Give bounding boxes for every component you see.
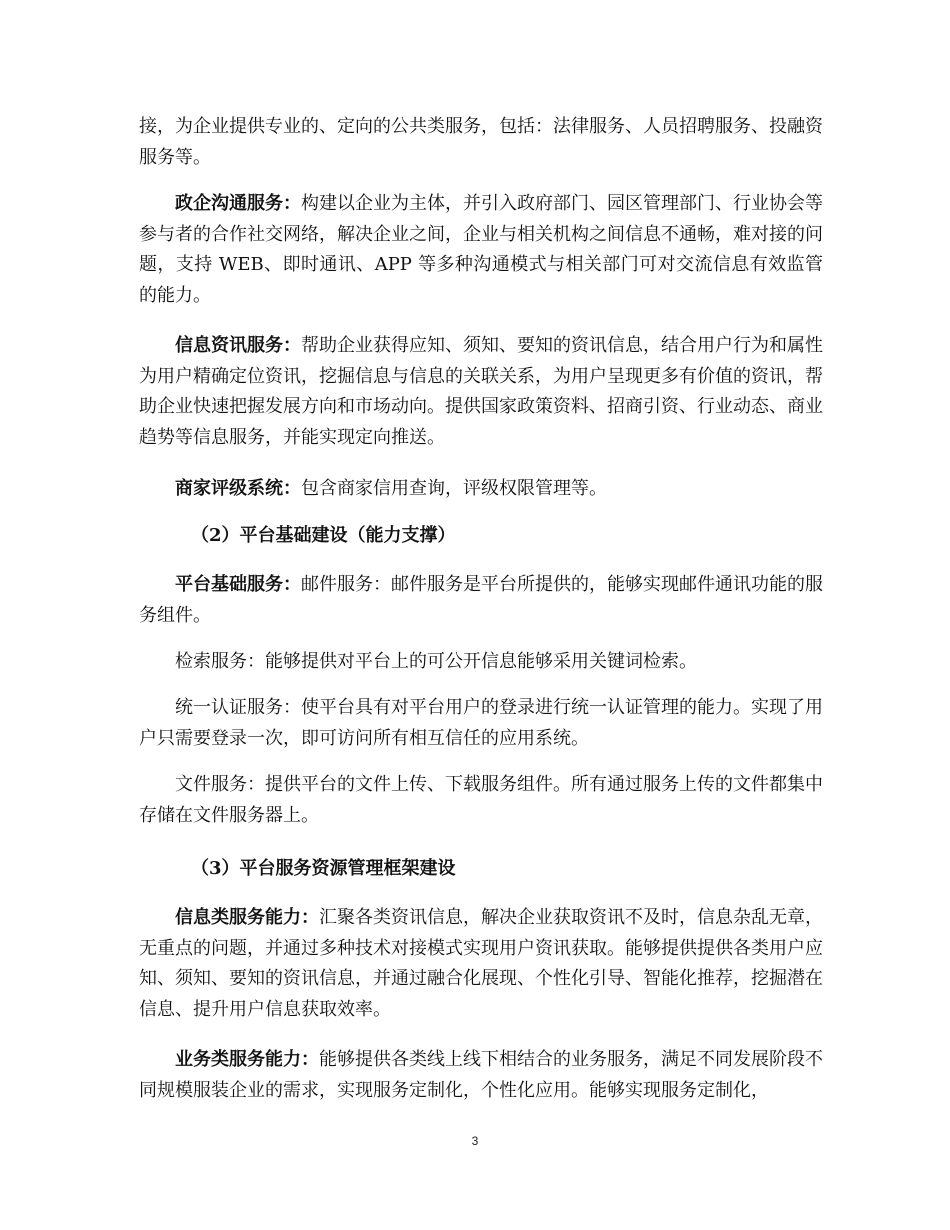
paragraph-business-capability <box>139 1045 823 1106</box>
paragraph-text: 汇聚各类资讯信息，解决企业获取资讯不及时，信息杂乱无章，无重点的问题，并通过多种技术对接模式实现用户资讯获取。能够提供提供各类用户应知、须知、要知的资讯信息，并通过融合化展现、个性化引导、智能化推荐，挖掘潜在信息、提升用户信息获取效率。 <box>139 907 823 1020</box>
paragraph-text: 帮助企业获得应知、须知、要知的资讯信息，结合用户行为和属性为用户精确定位资讯，挖掘信息与信息的关联关系，为用户呈现更多有价值的资讯，帮助企业快速把握发展方向和市场动向。提供国家政策资料、招商引资、行业动态、商业趋势等信息服务，并能实现定向推送。 <box>139 335 823 448</box>
paragraph-info-service <box>139 331 823 453</box>
term-label: 信息类服务能力： <box>175 907 319 928</box>
paragraph-search-service <box>139 647 823 678</box>
term-label: 政企沟通服务： <box>175 193 301 214</box>
paragraph-text: 文件服务：提供平台的文件上传、下载服务组件。所有通过服务上传的文件都集中存储在文件服务器上。 <box>139 774 823 826</box>
paragraph-gov-enterprise-communication <box>139 189 823 311</box>
section-heading-3: （3）平台服务资源管理框架建设 <box>191 858 456 879</box>
section-heading-2: （2）平台基础建设（能力支撑） <box>191 525 456 546</box>
paragraph-file-service <box>139 770 823 831</box>
term-label: 信息资讯服务： <box>175 335 301 356</box>
paragraph-text: 构建以企业为主体，并引入政府部门、园区管理部门、行业协会等参与者的合作社交网络，解决企业之间，企业与相关机构之间信息不通畅，难对接的问题，支持 WEB、即时通讯、APP 等多种沟通模式与相关部门可对交流信息有效监管的能力。 <box>139 193 823 306</box>
paragraph-merchant-rating <box>139 474 823 505</box>
term-label: 商家评级系统： <box>175 478 301 499</box>
paragraph-text: 包含商家信用查询，评级权限管理等。 <box>301 478 607 499</box>
paragraph-text: 邮件服务：邮件服务是平台所提供的，能够实现邮件通讯功能的服务组件。 <box>139 574 823 626</box>
term-label: 平台基础服务： <box>175 574 301 595</box>
term-label: 业务类服务能力： <box>175 1049 319 1070</box>
paragraph-text: 能够提供各类线上线下相结合的业务服务，满足不同发展阶段不同规模服装企业的需求，实现服务定制化，个性化应用。能够实现服务定制化， <box>139 1049 823 1101</box>
paragraph-platform-basic-services <box>139 570 823 631</box>
paragraph-text: 统一认证服务：使平台具有对平台用户的登录进行统一认证管理的能力。实现了用户只需要登录一次，即可访问所有相互信任的应用系统。 <box>139 697 823 749</box>
paragraph-text: 检索服务：能够提供对平台上的可公开信息能够采用关键词检索。 <box>175 651 697 672</box>
paragraph-unified-auth <box>139 693 823 754</box>
page-number: 3 <box>471 1134 479 1148</box>
paragraph-text: 接，为企业提供专业的、定向的公共类服务，包括：法律服务、人员招聘服务、投融资服务等。 <box>139 116 823 168</box>
paragraph-info-capability <box>139 903 823 1025</box>
paragraph-public-services <box>139 112 823 173</box>
